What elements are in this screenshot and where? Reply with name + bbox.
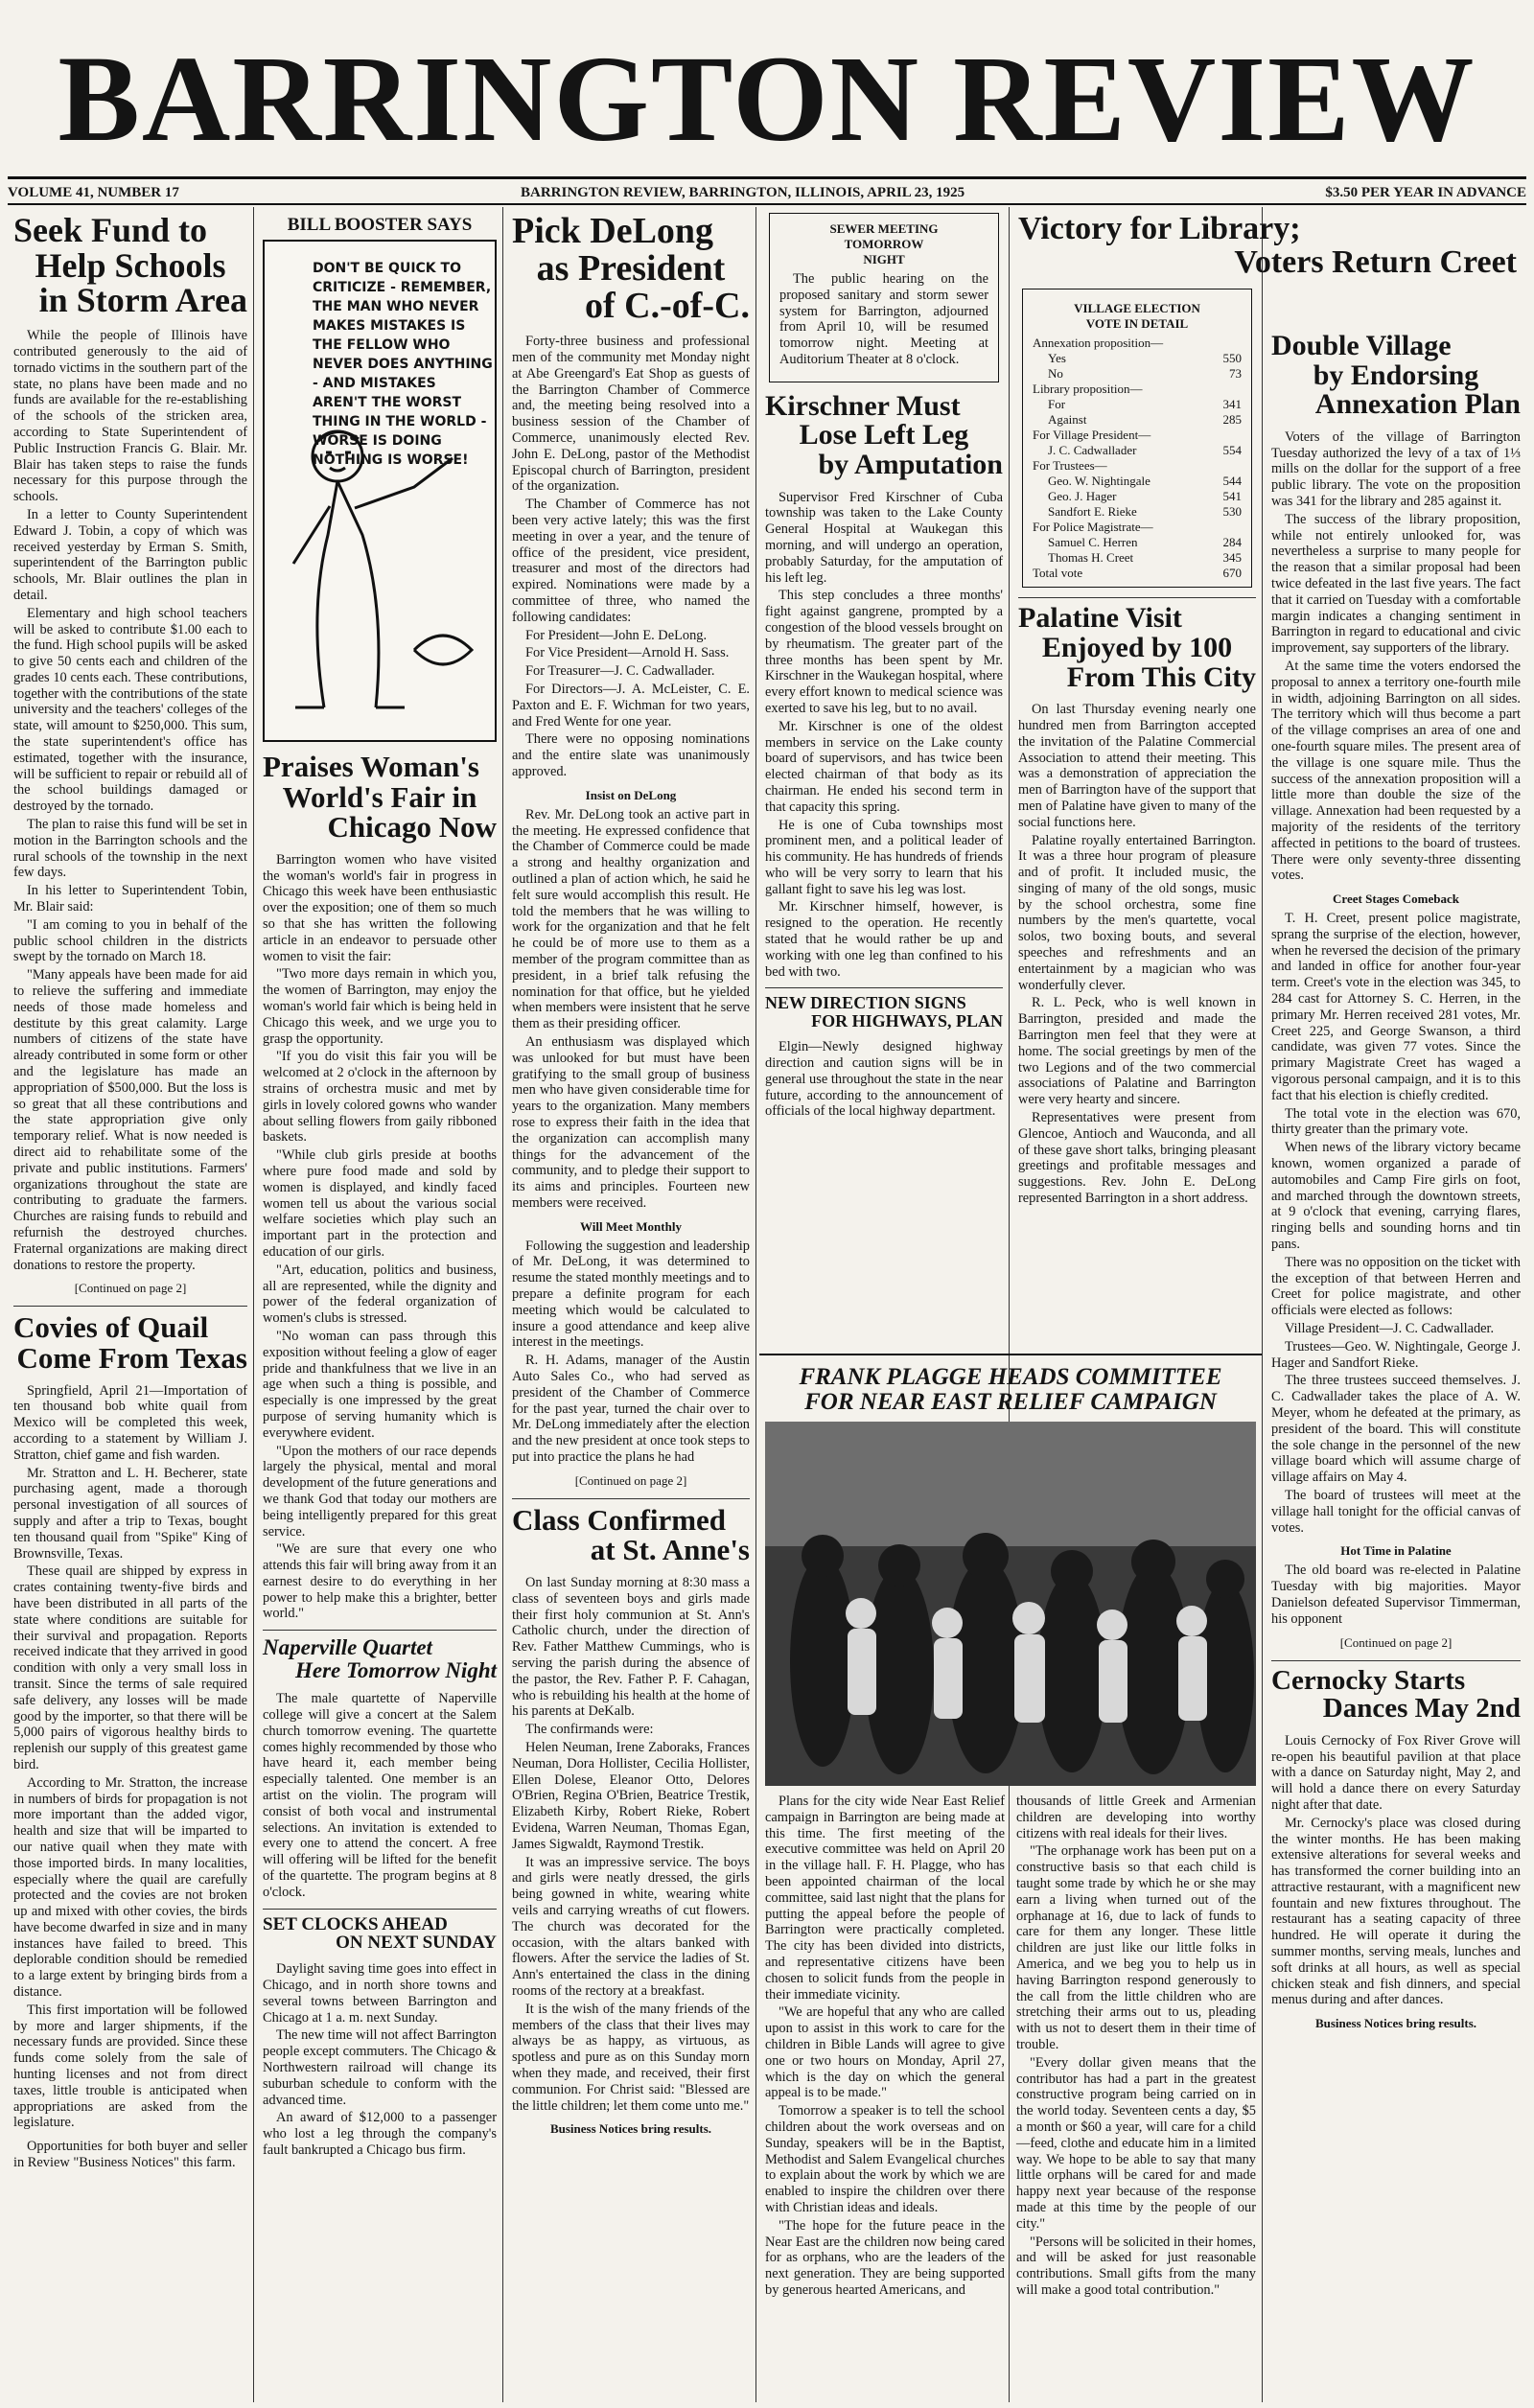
article-double-village-part3: The old board was re-elected in Palatine Tuesday with big majorities. Mayor Danielson defeated Supervisor Timmerman, his opponent: [1271, 1563, 1521, 1627]
masthead-rule-top: [8, 176, 1526, 179]
column-1: [8, 207, 253, 2402]
headline-cernocky: Cernocky Starts Dances May 2nd: [1271, 1660, 1521, 1724]
column-4: [759, 207, 1009, 1357]
cartoon-caption: DON'T BE QUICK TO CRITICIZE - REMEMBER, THE MAN WHO NEVER MAKES MISTAKES IS THE FELLOW WHO NEVER DOES ANYTHING - AND MISTAKES AREN'T THE WORST THING IN THE WORLD - WORSE IS DOING NOTHING IS WORSE!: [313, 261, 493, 468]
article-quail: Springfield, April 21—Importation of ten thousand bob white quail from Mexico will be completed this week, according to a statement by William J. Stratton, chief game and fish warden. Mr. Stratton and L. H. Becherer, state purchasing agent, made a thorough personal investigation of all sources of supply and after a trip to Texas, bought ten thousand quail from "Spike" King of Brownsville, Texas. These quail are shipped by express in crates containing twenty-five birds and have been distributed in all parts of the state where conditions are suitable for their survival and propagation. Reports received indicate that they arrived in good condition with only a very small loss in transit. Since the terms of sale required safe delivery, any losses will be made good by the importer, so that there will be 5,000 pairs of vigorous healthy birds to replenish our supply of this greatest game bird. According to Mr. Stratton, the increase in numbers of birds for propagation is not more important than the added vigor, health and size that will be imparted to our native quail when they mate with those imported birds. In many localities, especially where the quail are carefully protected and the covies are not broken up and mixed with other covies, the birds have become dwarfed in size and in many instances have failed to breed. This deplorable condition should be remedied to a large extent by bringing birds from a distance. This first importation will be followed by more and larger shipments, if the necessary funds are provided. Since these funds come solely from the sale of hunting licenses and not from direct taxes, little trouble is anticipated when appropriations are asked from the legislature.: [13, 1382, 247, 2131]
column-2: [257, 207, 502, 2402]
vote-row: For Trustees—: [1033, 458, 1107, 474]
continued-notice: [Continued on page 2]: [1339, 1634, 1453, 1650]
newspaper-title: BARRINGTON REVIEW: [58, 31, 1476, 167]
masthead: [0, 0, 1534, 173]
vote-tally-title: VILLAGE ELECTION VOTE IN DETAIL: [1074, 301, 1200, 332]
headline-school-fund: Seek Fund to Help Schools in Storm Area: [13, 211, 247, 320]
headline-naperville-quartet: Naperville Quartet Here Tomorrow Night: [263, 1630, 497, 1681]
headline-quail: Covies of Quail Come From Texas: [13, 1306, 247, 1373]
vote-row: Annexation proposition—: [1033, 336, 1164, 351]
vote-row: For 341: [1048, 397, 1242, 412]
near-east-relief-section: [759, 1354, 1262, 2404]
business-notice-tag: Opportunities for both buyer and seller in Review "Business Notices" this farm.: [13, 2139, 247, 2171]
headline-library-victory: Victory for Library; Voters Return Creet: [1018, 211, 1517, 280]
vote-row: Sandfort E. Rieke 530: [1048, 504, 1242, 520]
subhead-insist-on-delong: Insist on DeLong: [585, 787, 677, 802]
article-kirschner: Supervisor Fred Kirschner of Cuba township was taken to the Lake County General Hospital at Waukegan this morning, and will undergo an operation, probably Saturday, for the amputation of his left leg. This step concludes a three months' fight against gangrene, prompted by a congestion of the blood vessels brought on by rheumatism. The greater part of the three months has been spent by Mr. Kirschner in the Waukegan hospital, where every effort known to medical science was exerted to save his leg, but to no avail. Mr. Kirschner is one of the oldest members in service on the Lake county board of supervisors, and has twice been elected chairman of that body as its chairman. He ended his second term in that capacity this spring. He is one of Cuba townships most prominent men, and a political leader of his community. He has hundreds of friends who will be very sorry to learn that his gallant fight to save his leg was lost. Mr. Kirschner himself, however, is resigned to the operation. He recently stated that he would rather be up and working with one leg than confined to his bed with two.: [765, 489, 1003, 980]
headline-kirschner: Kirschner Must Lose Left Leg by Amputation: [765, 389, 1003, 480]
masthead-rule-bottom: [8, 203, 1526, 205]
vote-row: Against 285: [1048, 412, 1242, 428]
vote-row: Library proposition—: [1033, 382, 1143, 397]
article-relief-right: thousands of little Greek and Armenian children are developing into worthy citizens with real ideals for their lives. "The orphanage work has been put on a constructive basis so that each child is taught some trade by which he or she may earn a living when turned out of the orphanage at 16, due to lack of funds to care for them any longer. These little children are just like our little folks in America, and we beg you to help us in having Barrington respond generously to the call from the little children who are stretching their arms out to us, pleading with us not to desert them in their time of trouble. "Every dollar given means that the contributor has had a part in the greatest constructive program being carried on in the world today. Seventeen cents a day, $5 a month or $60 a year, will care for a child—feed, clothe and educate him in a limited way. We hope to be able to say that many little orphans will be cared for and made happy next year because of the response made at this time by the people of our city." "Persons will be solicited in their homes, and will be asked for just reasonable contributions. Small gifts from the many will make a good total contribution.": [1016, 1794, 1256, 2298]
subhead-hot-time-palatine: Hot Time in Palatine: [1340, 1543, 1452, 1559]
headline-set-clocks: SET CLOCKS AHEAD ON NEXT SUNDAY: [263, 1909, 497, 1953]
article-womans-fair: Barrington women who have visited the woman's world's fair in progress in Chicago this week have been enthusiastic over the exposition; one of them so much so that she has written the following article in an endeavor to persuade other women to visit the fair: "Two more days remain in which you, the women of Barrington, may enjoy the woman's world fair which is being held in Chicago this week, and we urge you to grasp the opportunity. "If you do visit this fair you will be welcomed at 2 o'clock in the afternoon by strains of orchestra music and met by girls in lovely colored gowns who wander about selling flowers from gaily ribboned baskets. "While club girls preside at booths where pure food made and sold by women is displayed, and kindly faced women tell us about the various social welfare societies which play such an important part in the protection and education of our girls. "Art, education, politics and business, all are represented, while the dignity and power of the federal organization of women's clubs is stressed. "No woman can pass through this exposition without feeling a glow of eager pride and thankfulness that we live in an age when such a thing is possible, and especially is one impressed by the great purpose of serving humanity which is everywhere evident. "Upon the mothers of our race depends largely the physical, mental and moral development of the future generations and we thank God that today our mothers are being intelligently prepared for this great service. "We are sure that every one who attends this fair will bring away from it an earnest desire to do everything in her power to help make this a brighter, better world.": [263, 851, 497, 1622]
bill-booster-cartoon: [263, 240, 497, 742]
children-group-photo: [765, 1422, 1256, 1786]
continued-notice: [Continued on page 2]: [574, 1472, 687, 1488]
vote-row: Samuel C. Herren 284: [1048, 535, 1242, 550]
headline-double-village: Double Village by Endorsing Annexation Plan: [1271, 330, 1521, 421]
headline-class-confirmed: Class Confirmed at St. Anne's: [512, 1498, 750, 1565]
vote-row: Thomas H. Creet 345: [1048, 550, 1242, 566]
column-6: [1266, 326, 1526, 2402]
column-divider: [755, 207, 756, 2402]
article-double-village: Voters of the village of Barrington Tuesday authorized the levy of a tax of 1⅓ mills on the dollar for the support of a free public library. The vote on the proposition was 341 for the library and 285 against it. The success of the library proposition, while not entirely unlooked for, was nevertheless a surprise to many people for the reason that a similar proposal had been twice defeated in the last five years. The fact that it carried on Tuesday with a comfortable margin indicates a changing sentiment in Barrington in regard to educational and civic improvement, say supporters of the library. At the same time the voters endorsed the proposal to annex a territory one-fourth mile in width, adjoining Barrington on all sides. The territory which will thus become a part of the village comprises an area of one and one-fourth square miles. The present area of the village is one square mile. Thus the success of the annexation proposition will a little more than double the size of the village. Annexation had been requested by a majority of the residents of the territory affected in petitions to the board of trustees. There were only seventy-three dissenting votes.: [1271, 428, 1521, 884]
vote-row: Geo. J. Hager 541: [1048, 489, 1242, 504]
headline-delong: Pick DeLong as President of C.-of-C.: [512, 211, 750, 326]
volume-number: VOLUME 41, NUMBER 17: [8, 185, 179, 200]
article-class-confirmed: On last Sunday morning at 8:30 mass a class of seventeen boys and girls made their first holy communion at St. Ann's Catholic church, under the direction of Rev. Father Matthew Cummings, who is serving the parish during the absence of the pastor, the Rev. Father P. F. Cahagan, who is rebuilding his health at the home of his parents at DeKalb. The confirmands were: Helen Neuman, Irene Zaboraks, Frances Neuman, Dora Hollister, Cecilia Hollister, Ellen Dolese, Eleanor Otto, Delores O'Brien, Regina O'Brien, Beatrice Trestik, Elizabeth Kirby, Robert Rieke, Robert Evidena, Warren Neuman, Thomas Egan, James Sigwaldt, Raymond Trestik. It was an impressive service. The boys and girls were neatly dressed, the girls being gowned in white, wearing white veils and carrying wreaths of cut flowers. The church was decorated for the occasion, with the altars banked with flowers. After the service the ladies of St. Ann's entertained the class in the dining rooms of the rectory at a breakfast. It is the wish of the many friends of the members of the class that their lives may always be as happy, as virtuous, as spotless and pure as on this Sunday morn when they made, and received, their first communion. For Christ said: "Blessed are the little children; let them come unto me.": [512, 1575, 750, 2114]
sewer-meeting-text: The public hearing on the proposed sanitary and storm sewer system for Barrington, adjourned from April 10, will be resumed tomorrow night. Meeting at Auditorium Theater at 8 o'clock.: [779, 271, 988, 367]
article-set-clocks: Daylight saving time goes into effect in Chicago, and in north shore towns and several towns between Barrington and Chicago at 1 a. m. next Sunday. The new time will not affect Barrington people except commuters. The Chicago & Northwestern railroad will change its suburban schedule to conform with the advanced time. An award of $12,000 to a passenger who lost a leg through the company's fault bankrupted a Chicago bus firm.: [263, 1961, 497, 2159]
article-delong-part2: Rev. Mr. DeLong took an active part in the meeting. He expressed confidence that the Chamber of Commerce could be made a strong and healthy organization and outlined a plan of action which, he said he felt sure would accomplish this result. He told the members that he was willing to work for the organization and that he felt he could be of more use to them as a member of the program committee than as president, in a brief talk refusing the nomination for that office, but he yielded when members were insistent that he serve them as their presiding officer. An enthusiasm was displayed which was unlooked for but must have been gratifying to the small group of business men who have given considerable time for years to the organization. Many members rose to express their faith in the idea that the organization can accomplish many things for the advancement of the community, and to pledge their support to its aims and principles. Fourteen new members were received.: [512, 806, 750, 1211]
sewer-meeting-title: SEWER MEETING TOMORROW NIGHT: [829, 221, 939, 266]
headline-near-east-relief: FRANK PLAGGE HEADS COMMITTEE FOR NEAR EAST RELIEF CAMPAIGN: [799, 1364, 1222, 1415]
subhead-will-meet-monthly: Will Meet Monthly: [580, 1218, 682, 1234]
headline-womans-fair: Praises Woman's World's Fair in Chicago Now: [263, 750, 497, 845]
article-palatine-visit: On last Thursday evening nearly one hundred men from Barrington accepted the invitation of the Palatine Commercial Association to attend their meeting. This was a demonstration of appreciation the men of Barrington have of the support that men of Palatine have given to many of the social functions here. Palatine royally entertained Barrington. It was a three hour program of pleasure and of profit. It included music, the singing of many of the old songs, music by the school orchestra, some fine numbers by the men's quartette, vocal solos, two boxing bouts, and several speeches and refreshments and an entertainment by a magician who was wonderfully clever. R. L. Peck, who is well known in Barrington, presided and made the Barrington men feel that they were at home. The social greetings by men of the two Legions and of the two commercial associations of Palatine and Barrington were very hearty and sincere. Representatives were present from Glencoe, Antioch and Wauconda, and all of these gave short talks, bringing pleasant greetings and profitable messages and suggestions. Rev. John E. DeLong represented Barrington in a short address.: [1018, 702, 1256, 1207]
article-double-village-part2: T. H. Creet, present police magistrate, sprang the surprise of the election, however, when he reversed the decision of the primary and landed in office for another four-year term. Creet's vote in the election was 345, to 284 cast for Attorney S. C. Herren, in the primary Mr. Herren received 281 votes, Mr. Creet 225, and George Swanson, a third candidate, was given 77 votes. Since the primary Magistrate Creet has waged a vigorous personal campaign, and it is to this fact that his election is chiefly credited. The total vote in the election was 670, thirty greater than the primary vote. When news of the library victory became known, women organized a parade of automobiles and Camp Fire girls on foot, and marched through the downtown streets, at 9 o'clock that evening, carrying flares, ringing bells and sounding horns and tin pans. There was no opposition on the ticket with the exception of that between Herren and Creet for police magistrate, and other officials were elected as follows: Village President—J. C. Cadwallader. Trustees—Geo. W. Nightingale, George J. Hager and Sandfort Rieke. The three trustees succeed themselves. J. C. Cadwallader takes the place of A. W. Meyer, whom he defeated at the primary, as president of the board. This will constitute the sole change in the personnel of the new village board which will assume charge of village affairs on May 4. The board of trustees will meet at the village hall tonight for the official canvas of votes.: [1271, 911, 1521, 1536]
article-relief-left: Plans for the city wide Near East Relief campaign in Barrington are being made at this time. The first meeting of the executive committee was held on April 20 in the village hall. F. H. Plagge, who has been appointed chairman of the local committee, said last night that the plans for putting the appeal before the people of Barrington were practically completed. The city has been divided into districts, and representative citizens have been chosen to solicit funds from the people in their immediate vicinity. "We are hopeful that any who are called upon to assist in this work to care for the children in Bible Lands will agree to give one or two hours on Monday, April 27, which is the day on which the general appeal is to be made." Tomorrow a speaker is to tell the school children about the work overseas and on Sunday, speakers will be in the Baptist, Methodist and Salem Evangelical churches to explain about the work by which we are enabled to inspire the children over there with Christian ideas and ideals. "The hope for the future peace in the Near East are the children now being cared for as orphans, who are the leaders of the next generation. They are being supported by generous hearted Americans, and: [765, 1794, 1005, 2298]
vote-row: For Police Magistrate—: [1033, 520, 1153, 535]
subscription-price: $3.50 PER YEAR IN ADVANCE: [1325, 185, 1526, 200]
dateline-center: BARRINGTON REVIEW, BARRINGTON, ILLINOIS, APRIL 23, 1925: [521, 185, 965, 200]
headline-palatine-visit: Palatine Visit Enjoyed by 100 From This City: [1018, 597, 1256, 692]
business-notice-tag: Business Notices bring results.: [1314, 2016, 1477, 2031]
article-cernocky: Louis Cernocky of Fox River Grove will re-open his beautiful pavilion at that place with a dance on Saturday night, May 2, and will hold a dance there on every Saturday night after that date. Mr. Cernocky's place was closed during the winter months. He has been making extensive alterations for several weeks and has transformed the corner building into an attractive restaurant, with a magnificent new fountain and new fixtures throughout. The restaurant has a seating capacity of three hundred. He will operate it during the summer months, serving meals, lunches and soft drinks at all hours, as well as special chicken steak and fish dinners, and special menus during and after dances.: [1271, 1732, 1521, 2008]
column-divider: [253, 207, 254, 2402]
vote-row: No 73: [1048, 366, 1242, 382]
subhead-creet-comeback: Creet Stages Comeback: [1333, 891, 1459, 907]
column-divider: [502, 207, 503, 2402]
column-3: [506, 207, 755, 2402]
article-naperville-quartet: The male quartette of Naperville college will give a concert at the Salem church tomorrow evening. The quartette comes highly recommended by those who have heard it, each member being especially talented. One member is an artist on the violin. The program will consist of both vocal and instrumental selections. An invitation is extended to every one to attend the concert. A free will offering will be lifted for the benefit of the quartette. The program begins at 8 o'clock.: [263, 1691, 497, 1900]
sewer-meeting-box: [769, 213, 999, 382]
column-divider: [1262, 207, 1263, 2402]
vote-tally-box: [1022, 289, 1252, 588]
vote-row: Total vote 670: [1033, 566, 1242, 581]
headline-direction-signs: NEW DIRECTION SIGNS FOR HIGHWAYS, PLAN: [765, 987, 1003, 1030]
photo-children-icon: [765, 1422, 1256, 1786]
article-delong: Forty-three business and professional men of the community met Monday night at Abe Greengard's Eat Shop as guests of the Barrington Chamber of Commerce and, the meeting being resolved into a business session of the Chamber of Commerce, unanimously elected Rev. John E. DeLong, pastor of the Methodist Episcopal church of Barrington, president of the organization. The Chamber of Commerce has not been very active lately; this was the first meeting in over a year, and the tenure of office of the president, vice president, treasurer and most of the directors had expired. Nominations were made by a committee of three, who named the following candidates: For President—John E. DeLong. For Vice President—Arnold H. Sass. For Treasurer—J. C. Cadwallader. For Directors—J. A. McLeister, C. E. Paxton and E. F. Wichman for two years, and Fred Wente for one year. There were no opposing nominations and the entire slate was unanimously approved.: [512, 334, 750, 779]
dateline: [8, 182, 1526, 205]
relief-columns: [759, 1794, 1262, 2308]
cartoon-figure-icon: [270, 420, 500, 736]
vote-row: For Village President—: [1033, 428, 1151, 443]
vote-row: J. C. Cadwallader 554: [1048, 443, 1242, 458]
continued-notice: [Continued on page 2]: [74, 1281, 187, 1296]
business-notice-tag: Business Notices bring results.: [549, 2121, 712, 2137]
article-school-fund: While the people of Illinois have contributed generously to the aid of tornado victims in the southern part of the state, no plans have been made and no funds are available for the re-establishing of the schools of the stricken area, according to State Superintendent of Public Instruction Francis G. Blair. Mr. Blair has taken steps to raise the funds necessary for this purpose through the schools. In a letter to County Superintendent Edward J. Tobin, a copy of which was received yesterday by Erman S. Smith, superintendent of the Barrington public schools, Mr. Blair outlines the plan in detail. Elementary and high school teachers will be asked to contribute $1.00 each to the fund. High school pupils will be asked to give 50 cents each and children of the grades 10 cents each. These contributions, together with the contributions of the state university and the teachers' colleges of the state, will amount to $250,000. This sum, the state superintendent's office has estimated, together with the insurance, will be sufficient to repair or rebuild all of the school buildings damaged or destroyed by the tornado. The plan to raise this fund will be set in motion in the Barrington schools and the rural schools of the township in the next few days. In his letter to Superintendent Tobin, Mr. Blair said: "I am coming to you in behalf of the public school children in the districts swept by the tornado on March 18. "Many appeals have been made for aid to relieve the suffering and immediate needs of those made homeless and destitute by this great calamity. Large numbers of citizens of the state have already contributed in some form or other and the legislature has made an appropriation of $500,000. But the loss is so great that all these contributions and the state appropriation give only temporary relief. What is now needed is direct aid to rehabilitate some of the private and public institutions. Farmers' organizations throughout the state are contributing to graduate the farmers. Churches are raising funds to rebuild and refurnish the destroyed churches. Fraternal organizations are making direct donations to restore the property.: [13, 328, 247, 1273]
vote-row: Geo. W. Nightingale 544: [1048, 474, 1242, 489]
article-delong-part3: Following the suggestion and leadership of Mr. DeLong, it was determined to resume the stated monthly meetings and to prepare a definite program for each meeting which would be calculated to insure a good attendance and keep alive interest in the meetings. R. H. Adams, manager of the Austin Auto Sales Co., who had served as president of the Chamber of Commerce for the past year, turned the chair over to Mr. DeLong immediately after the election and the new president at once took steps to put into practice the plans he had: [512, 1238, 750, 1466]
cartoon-title: BILL BOOSTER SAYS: [287, 215, 473, 235]
article-direction-signs: Elgin—Newly designed highway direction and caution signs will be in general use throughout the state in the near future, according to the announcement of officials of the local highway department.: [765, 1039, 1003, 1120]
vote-row: Yes 550: [1048, 351, 1242, 366]
